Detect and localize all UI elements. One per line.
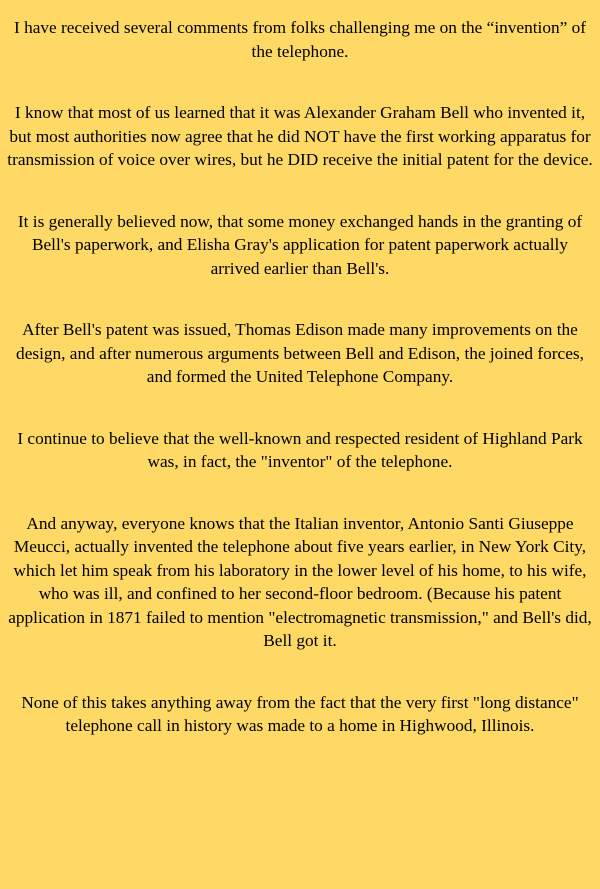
paragraph-highland-park: I continue to believe that the well-known and respected resident of Highland Park was, in fact, the "inventor" of the telephone. bbox=[17, 428, 583, 471]
paragraph-bell-patent: I know that most of us learned that it was Alexander Graham Bell who invented it, but most authorities now agree that he did NOT have the first working apparatus for transmission of voice over wires, but he DID receive the initial patent for the device. bbox=[7, 103, 593, 169]
paragraph-meucci: And anyway, everyone knows that the Italian inventor, Antonio Santi Giuseppe Meucci, actually invented the telephone about five years earlier, in New York City, which let him speak from his laboratory in the lower level of his home, to his wife, who was ill, and confined to her second-floor bedroom. (Because his patent application in 1871 failed to mention "electromagnetic transmission," and Bell's did, Bell got it. bbox=[8, 513, 592, 650]
paragraph-edison-improvements: After Bell's patent was issued, Thomas Edison made many improvements on the design, and after numerous arguments between Bell and Edison, the joined forces, and formed the United Telephone Company. bbox=[16, 320, 584, 386]
paragraph-invention-comments: I have received several comments from folks challenging me on the “invention” of the telephone. bbox=[14, 18, 586, 61]
paragraph-highwood-call: None of this takes anything away from the fact that the very first "long distance" telephone call in history was made to a home in Highwood, Illinois. bbox=[21, 692, 579, 735]
paragraph-gray-application: It is generally believed now, that some money exchanged hands in the granting of Bell's paperwork, and Elisha Gray's application for patent paperwork actually arrived earlier than Bell's. bbox=[17, 211, 583, 278]
